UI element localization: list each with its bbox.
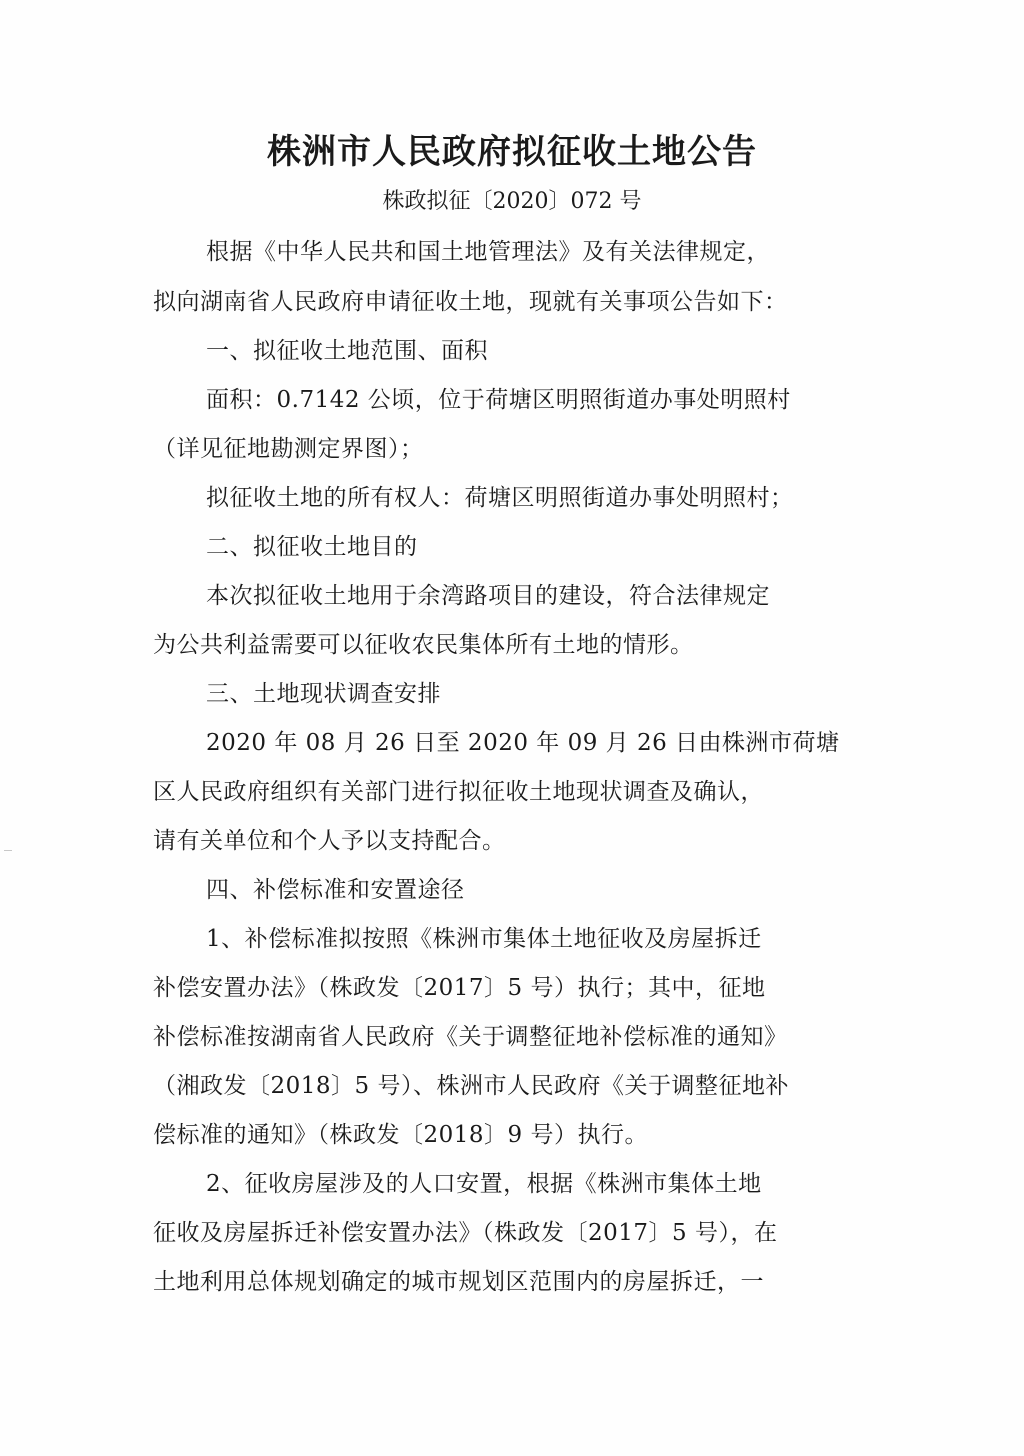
paragraph-line: 1、补偿标准拟按照《株洲市集体土地征收及房屋拆迁 <box>206 926 762 952</box>
paragraph-line: 拟征收土地的所有权人：荷塘区明照街道办事处明照村； <box>206 485 794 511</box>
paragraph-line: 面积：0.7142 公顷，位于荷塘区明照街道办事处明照村 <box>206 387 791 413</box>
paragraph-line: 拟向湖南省人民政府申请征收土地，现就有关事项公告如下： <box>153 289 788 315</box>
section-heading: 一、拟征收土地范围、面积 <box>206 338 488 364</box>
paragraph-line: 补偿安置办法》（株政发〔2017〕5 号）执行；其中，征地 <box>153 975 766 1001</box>
section-heading: 三、土地现状调查安排 <box>206 681 441 707</box>
scan-mark <box>4 850 12 851</box>
paragraph-line: 请有关单位和个人予以支持配合。 <box>153 828 506 854</box>
paragraph-line: 偿标准的通知》（株政发〔2018〕9 号）执行。 <box>153 1122 648 1148</box>
paragraph-line: 2、征收房屋涉及的人口安置，根据《株洲市集体土地 <box>206 1171 762 1197</box>
paragraph-line: 补偿标准按湖南省人民政府《关于调整征地补偿标准的通知》 <box>153 1024 788 1050</box>
paragraph-line: 为公共利益需要可以征收农民集体所有土地的情形。 <box>153 632 694 658</box>
section-heading: 二、拟征收土地目的 <box>206 534 418 560</box>
document-number: 株政拟征〔2020〕072 号 <box>382 189 642 214</box>
paragraph-line: （湘政发〔2018〕5 号）、株洲市人民政府《关于调整征地补 <box>153 1073 789 1099</box>
paragraph-line: （详见征地勘测定界图）； <box>153 436 424 462</box>
paragraph-line: 根据《中华人民共和国土地管理法》及有关法律规定， <box>206 239 770 265</box>
paragraph-line: 土地利用总体规划确定的城市规划区范围内的房屋拆迁，一 <box>153 1269 764 1295</box>
section-heading: 四、补偿标准和安置途径 <box>206 877 465 903</box>
paragraph-line: 区人民政府组织有关部门进行拟征收土地现状调查及确认， <box>153 779 764 805</box>
paragraph-line: 征收及房屋拆迁补偿安置办法》（株政发〔2017〕5 号），在 <box>153 1220 778 1246</box>
page-title: 株洲市人民政府拟征收土地公告 <box>267 132 757 172</box>
paragraph-line: 2020 年 08 月 26 日至 2020 年 09 月 26 日由株洲市荷塘 <box>206 730 840 756</box>
paragraph-line: 本次拟征收土地用于余湾路项目的建设，符合法律规定 <box>206 583 770 609</box>
